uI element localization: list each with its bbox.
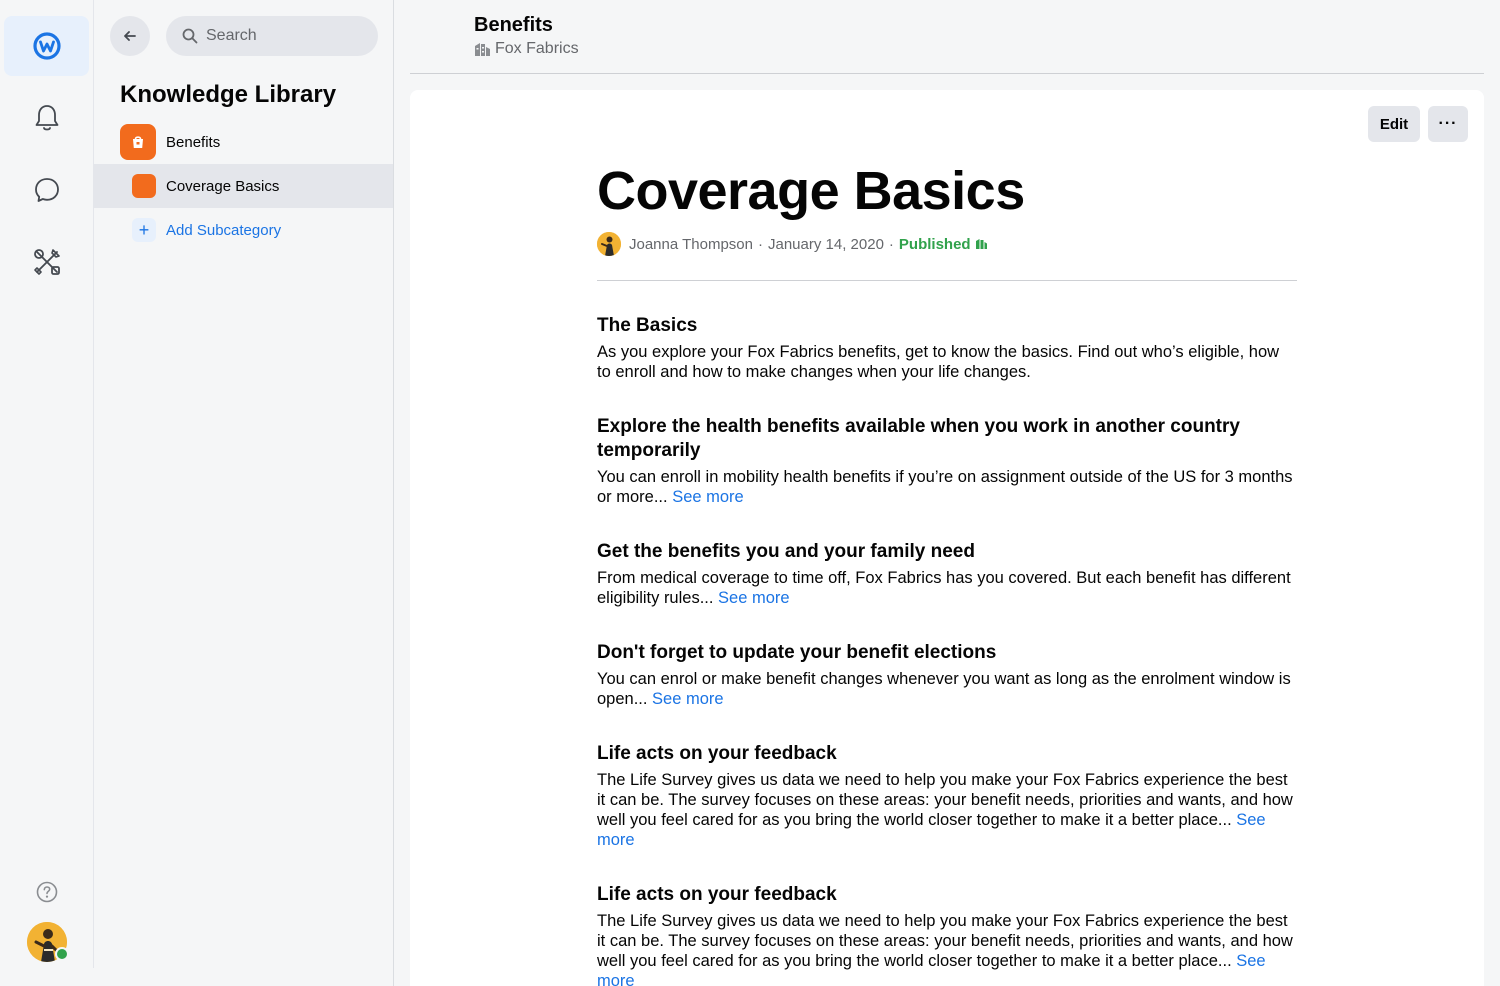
workplace-logo-icon[interactable] — [4, 16, 89, 76]
arrow-left-icon — [122, 28, 138, 44]
library-title: Knowledge Library — [120, 81, 337, 108]
article-date: January 14, 2020 — [767, 235, 884, 253]
back-button[interactable] — [110, 16, 150, 56]
sidebar-item-label: Benefits — [166, 133, 221, 151]
section-text: The Life Survey gives us data we need to help you make your Fox Fabrics experience the best it can be. The survey focuses on these areas: your benefit needs, priorities and wants, and how well you feel cared for as you bring the world closer together to make it a better place... — [597, 771, 1293, 829]
article-meta — [597, 232, 1297, 256]
buildings-icon — [474, 42, 491, 57]
see-more-link[interactable]: See more — [672, 488, 744, 506]
shopping-bag-icon — [120, 124, 156, 160]
search-icon — [182, 28, 198, 44]
sidebar-item-label: Coverage Basics — [166, 177, 280, 195]
article-section — [597, 314, 1297, 382]
article-section — [597, 540, 1297, 608]
section-heading: The Basics — [597, 315, 698, 336]
section-text: You can enroll in mobility health benefits if you’re on assignment outside of the US for 3 months or more... — [597, 468, 1293, 506]
meta-separator: · — [757, 235, 763, 253]
section-body — [597, 669, 1297, 709]
section-text: The Life Survey gives us data we need to help you make your Fox Fabrics experience the best it can be. The survey focuses on these areas: your benefit needs, priorities and wants, and how well you feel cared for as you bring the world closer together to make it a better place... — [597, 912, 1293, 970]
section-body — [597, 911, 1297, 986]
section-heading: Life acts on your feedback — [597, 743, 837, 764]
article-section — [597, 641, 1297, 709]
see-more-link[interactable]: See more — [597, 811, 1266, 849]
article-title: Coverage Basics — [597, 161, 1025, 221]
section-body — [597, 342, 1297, 382]
section-text: You can enrol or make benefit changes whenever you want as long as the enrolment window is open... — [597, 670, 1291, 708]
more-options-button[interactable] — [1428, 106, 1468, 142]
article-section — [597, 883, 1297, 986]
section-heading: Don't forget to update your benefit elections — [597, 642, 997, 663]
section-text: From medical coverage to time off, Fox Fabrics has you covered. But each benefit has different eligibility rules... — [597, 569, 1291, 607]
company-breadcrumb[interactable] — [474, 40, 579, 58]
online-status-dot — [55, 947, 69, 961]
see-more-link[interactable]: See more — [718, 589, 790, 607]
sidebar-item-benefits[interactable] — [94, 120, 393, 164]
see-more-link[interactable]: See more — [652, 690, 724, 708]
see-more-link[interactable]: See more — [597, 952, 1266, 986]
add-subcategory-label: Add Subcategory — [166, 221, 282, 239]
section-body — [597, 568, 1297, 608]
buildings-icon — [975, 238, 988, 250]
subcategory-color-icon — [132, 174, 156, 198]
sidebar-item-coverage-basics[interactable] — [94, 164, 393, 208]
company-name: Fox Fabrics — [495, 40, 579, 57]
add-subcategory-button[interactable] — [94, 208, 393, 252]
status-badge[interactable] — [899, 236, 988, 253]
author-avatar[interactable] — [597, 232, 621, 256]
article-divider — [597, 280, 1297, 281]
section-heading: Life acts on your feedback — [597, 884, 837, 905]
article — [597, 160, 1297, 986]
status-label: Published — [898, 235, 971, 253]
app-rail — [0, 0, 94, 968]
page-title: Benefits — [474, 14, 553, 36]
notifications-bell-icon[interactable] — [4, 88, 89, 148]
header-divider — [410, 73, 1484, 74]
article-section — [597, 742, 1297, 850]
search-box[interactable] — [166, 16, 378, 56]
section-body — [597, 467, 1297, 507]
more-icon: ··· — [1438, 115, 1458, 132]
plus-icon: + — [132, 218, 156, 242]
section-heading: Explore the health benefits available when you work in another country temporarily — [597, 416, 1240, 461]
section-heading: Get the benefits you and your family need — [597, 541, 975, 562]
knowledge-sidebar — [94, 0, 394, 986]
article-section — [597, 415, 1297, 507]
edit-button[interactable]: Edit — [1368, 106, 1420, 142]
section-body — [597, 770, 1297, 850]
chat-bubble-icon[interactable] — [4, 160, 89, 220]
meta-separator: · — [888, 235, 894, 253]
tools-icon[interactable] — [4, 232, 89, 292]
section-text: As you explore your Fox Fabrics benefits, get to know the basics. Find out who’s eligible, how to enroll and how to make changes when your life changes. — [597, 343, 1280, 381]
search-input[interactable] — [206, 27, 366, 45]
help-circle-icon[interactable] — [36, 881, 58, 903]
author-name[interactable]: Joanna Thompson — [629, 235, 753, 253]
article-card — [410, 90, 1484, 986]
